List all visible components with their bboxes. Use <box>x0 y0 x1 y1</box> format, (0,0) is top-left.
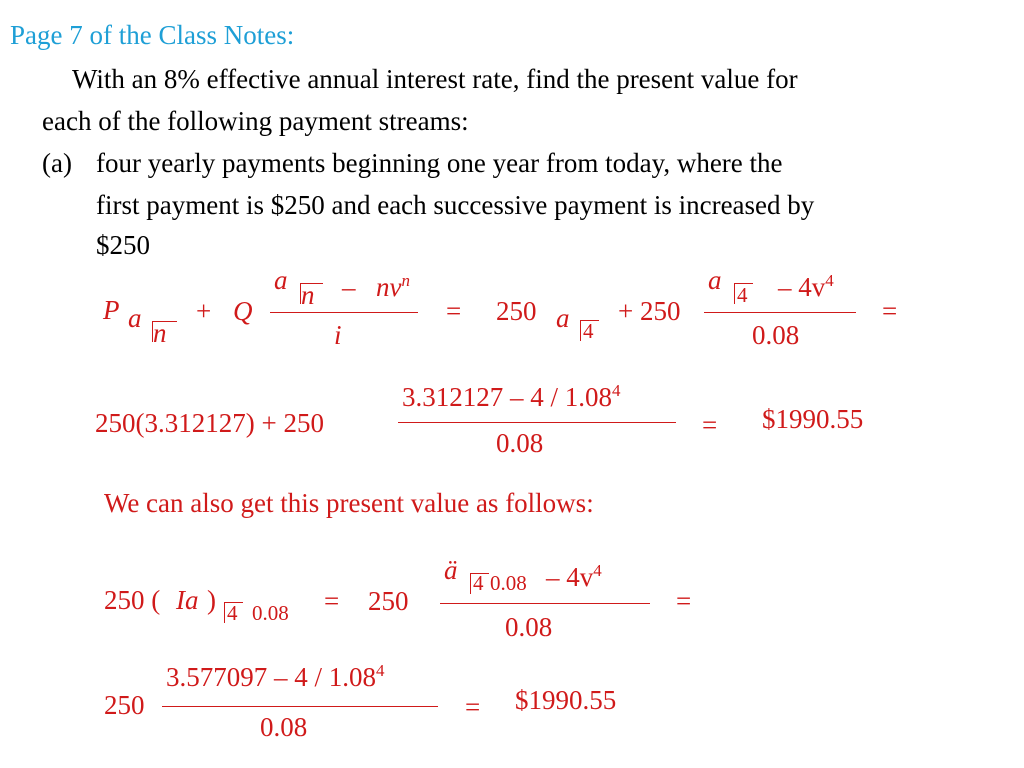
eq3-denominator: 0.08 <box>505 612 553 642</box>
eq3-num-four: 4 <box>473 571 484 595</box>
eq1-Q: Q <box>233 296 253 326</box>
eq1-equals: = <box>446 296 462 326</box>
eq1-num2-four: 4 <box>737 283 748 307</box>
problem-line-2: each of the following payment streams: <box>42 106 469 136</box>
eq1-num2-rest: – $4v^4$ <box>778 271 834 302</box>
eq4-equals: = <box>465 692 481 722</box>
eq4-coef-250: 250 <box>104 690 145 720</box>
part-a-line-3: $250 <box>96 230 150 260</box>
eq1-equals-2: = <box>882 296 898 326</box>
eq1-num-minus: – <box>342 272 356 302</box>
eq2-fraction-bar <box>398 422 676 423</box>
eq4-result: $1990.55 <box>515 685 617 715</box>
eq3-rate: 0.08 <box>252 601 289 625</box>
eq1-den2: 0.08 <box>752 320 800 350</box>
eq4-numerator: 3.577097 – 4 / 1.08$^4$ <box>166 661 385 692</box>
eq1-P: P <box>103 295 120 325</box>
page-title: Page 7 of the Class Notes: <box>10 20 295 50</box>
eq1-annuity-a: a <box>128 303 142 333</box>
alternative-method-note: We can also get this present value as follows: <box>104 488 594 518</box>
eq3-coef-250: 250 <box>368 586 409 616</box>
eq3-fraction-bar <box>440 603 650 604</box>
eq1-angle-4-text: 4 <box>583 319 594 343</box>
eq3-lhs-start: 250 ( <box>104 585 161 615</box>
eq1-num-a: a <box>274 265 288 295</box>
part-a-line-2: first payment is $250 and each successive payment is increased by <box>96 190 815 220</box>
eq2-result: $1990.55 <box>762 404 864 434</box>
eq1-annuity-a-2: a <box>556 303 570 333</box>
eq1-angle-n-text: n <box>153 318 167 348</box>
eq1-coef-250: 250 <box>496 296 537 326</box>
eq1-den-i: i <box>334 320 342 350</box>
eq2-numerator: 3.312127 – 4 / 1.08$^4$ <box>402 381 621 412</box>
eq3-num-a-double-dot: ä <box>444 555 458 585</box>
eq4-denominator: 0.08 <box>260 712 308 742</box>
eq1-plus: + <box>196 296 212 326</box>
eq2-denominator: 0.08 <box>496 428 544 458</box>
eq3-num-rest: – $4v^4$ <box>546 561 602 592</box>
eq1-fraction-bar-2 <box>704 312 856 313</box>
eq2-equals: = <box>702 410 718 440</box>
eq3-equals: = <box>324 586 340 616</box>
eq3-num-rate: 0.08 <box>490 571 527 595</box>
eq2-lhs: 250(3.312127) + 250 <box>95 408 324 438</box>
problem-line-1: With an 8% effective annual interest rate, find the present value for <box>72 64 798 94</box>
eq1-plus-250: + 250 <box>618 296 681 326</box>
eq1-num-n: n <box>301 280 315 310</box>
part-a-line-1: four yearly payments beginning one year from today, where the <box>96 148 783 178</box>
eq3-equals-2: = <box>676 586 692 616</box>
eq1-fraction-bar <box>270 312 418 313</box>
eq3-angle-4-text: 4 <box>227 601 238 625</box>
eq3-lhs-close: ) <box>207 585 216 615</box>
eq1-num2-a: a <box>708 265 722 295</box>
eq1-num-nv: $nv^n$ <box>376 271 410 302</box>
eq4-fraction-bar <box>162 706 438 707</box>
eq3-Ia: Ia <box>176 585 199 615</box>
part-a-label: (a) <box>42 148 72 178</box>
